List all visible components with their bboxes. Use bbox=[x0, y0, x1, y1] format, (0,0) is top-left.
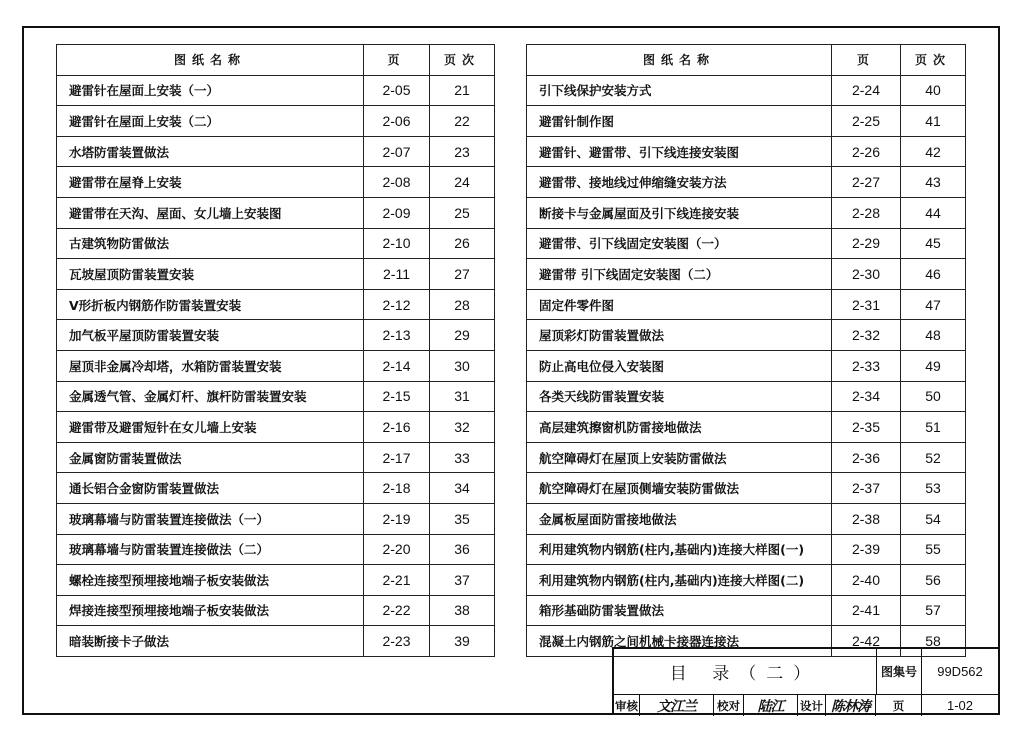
page-ref: 2-36 bbox=[832, 442, 901, 473]
page-ref: 2-20 bbox=[364, 534, 430, 565]
drawing-name: 防止高电位侵入安装图 bbox=[527, 350, 832, 381]
header-row bbox=[57, 45, 495, 76]
table-row bbox=[57, 106, 495, 137]
header-page: 页 bbox=[364, 45, 430, 76]
page-ref: 2-39 bbox=[832, 534, 901, 565]
table-row bbox=[57, 595, 495, 626]
page-ref: 2-26 bbox=[832, 136, 901, 167]
table-row bbox=[527, 595, 966, 626]
page-seq: 45 bbox=[901, 228, 966, 259]
drawing-name: 避雷带、引下线固定安装图（一） bbox=[527, 228, 832, 259]
page-seq: 49 bbox=[901, 350, 966, 381]
page-ref: 2-24 bbox=[832, 75, 901, 106]
table-row bbox=[527, 259, 966, 290]
page-seq: 36 bbox=[430, 534, 495, 565]
table-row bbox=[527, 167, 966, 198]
page-ref: 2-27 bbox=[832, 167, 901, 198]
table-row bbox=[57, 289, 495, 320]
table-row bbox=[57, 473, 495, 504]
page-ref: 2-19 bbox=[364, 503, 430, 534]
page-ref: 2-40 bbox=[832, 565, 901, 596]
page-label: 页 bbox=[876, 695, 922, 716]
page-ref: 2-05 bbox=[364, 75, 430, 106]
page-seq: 24 bbox=[430, 167, 495, 198]
table-row bbox=[527, 412, 966, 443]
header-page: 页 bbox=[832, 45, 901, 76]
drawing-name: 混凝土内钢筋之间机械卡接器连接法 bbox=[527, 626, 832, 657]
page-ref: 2-17 bbox=[364, 442, 430, 473]
table-row bbox=[527, 197, 966, 228]
table-row bbox=[527, 381, 966, 412]
drawing-name: 金属透气管、金属灯杆、旗杆防雷装置安装 bbox=[57, 381, 364, 412]
table-row bbox=[57, 534, 495, 565]
drawing-name: 金属窗防雷装置做法 bbox=[57, 442, 364, 473]
drawing-name: 避雷带在屋脊上安装 bbox=[57, 167, 364, 198]
header-row bbox=[527, 45, 966, 76]
page-seq: 25 bbox=[430, 197, 495, 228]
drawing-name: 通长铝合金窗防雷装置做法 bbox=[57, 473, 364, 504]
page-seq: 53 bbox=[901, 473, 966, 504]
page-seq: 39 bbox=[430, 626, 495, 657]
drawing-name: 避雷带在天沟、屋面、女儿墙上安装图 bbox=[57, 197, 364, 228]
table-row bbox=[527, 503, 966, 534]
drawing-name: 避雷针制作图 bbox=[527, 106, 832, 137]
table-row bbox=[57, 565, 495, 596]
page-ref: 2-21 bbox=[364, 565, 430, 596]
page-seq: 50 bbox=[901, 381, 966, 412]
page-ref: 2-32 bbox=[832, 320, 901, 351]
page-seq: 56 bbox=[901, 565, 966, 596]
table-row bbox=[57, 503, 495, 534]
page-seq: 57 bbox=[901, 595, 966, 626]
table-row bbox=[57, 412, 495, 443]
page-ref: 2-11 bbox=[364, 259, 430, 290]
page-seq: 27 bbox=[430, 259, 495, 290]
table-row bbox=[57, 197, 495, 228]
table-row bbox=[527, 473, 966, 504]
page-ref: 2-42 bbox=[832, 626, 901, 657]
page-ref: 2-14 bbox=[364, 350, 430, 381]
page-seq: 34 bbox=[430, 473, 495, 504]
table-row bbox=[57, 350, 495, 381]
page-seq: 32 bbox=[430, 412, 495, 443]
page-seq: 29 bbox=[430, 320, 495, 351]
atlas-number: 99D562 bbox=[937, 664, 983, 679]
table-row bbox=[57, 228, 495, 259]
page-ref: 2-18 bbox=[364, 473, 430, 504]
toc-table-left bbox=[56, 44, 495, 657]
page-ref: 2-25 bbox=[832, 106, 901, 137]
page-seq: 31 bbox=[430, 381, 495, 412]
page-seq: 33 bbox=[430, 442, 495, 473]
page-seq: 54 bbox=[901, 503, 966, 534]
page-ref: 2-41 bbox=[832, 595, 901, 626]
table-row bbox=[57, 442, 495, 473]
header-name: 图纸名称 bbox=[527, 45, 832, 76]
page-seq: 22 bbox=[430, 106, 495, 137]
drawing-name: 引下线保护安装方式 bbox=[527, 75, 832, 106]
table-row bbox=[57, 75, 495, 106]
page-ref: 2-22 bbox=[364, 595, 430, 626]
drawing-name: 玻璃幕墙与防雷装置连接做法（一） bbox=[57, 503, 364, 534]
drawing-name: 箱形基础防雷装置做法 bbox=[527, 595, 832, 626]
drawing-name: 暗装断接卡子做法 bbox=[57, 626, 364, 657]
design-label: 设计 bbox=[798, 695, 826, 716]
table-row bbox=[527, 289, 966, 320]
check-label: 校对 bbox=[714, 695, 744, 716]
page-ref: 2-13 bbox=[364, 320, 430, 351]
page-ref: 2-30 bbox=[832, 259, 901, 290]
table-row bbox=[57, 167, 495, 198]
page-ref: 2-33 bbox=[832, 350, 901, 381]
page-ref: 2-08 bbox=[364, 167, 430, 198]
drawing-name: 各类天线防雷装置安装 bbox=[527, 381, 832, 412]
drawing-name: 利用建筑物内钢筋(柱内,基础内)连接大样图(二) bbox=[527, 565, 832, 596]
page-ref: 2-10 bbox=[364, 228, 430, 259]
page-ref: 2-07 bbox=[364, 136, 430, 167]
page-seq: 46 bbox=[901, 259, 966, 290]
table-row bbox=[527, 320, 966, 351]
table-row bbox=[57, 136, 495, 167]
drawing-name: 固定件零件图 bbox=[527, 289, 832, 320]
page-ref: 2-16 bbox=[364, 412, 430, 443]
atlas-number-label: 图集号 bbox=[877, 649, 922, 694]
drawing-name: 避雷针在屋面上安装（一） bbox=[57, 75, 364, 106]
page-seq: 52 bbox=[901, 442, 966, 473]
toc-table-right bbox=[526, 44, 966, 657]
page-ref: 2-15 bbox=[364, 381, 430, 412]
table-row bbox=[527, 565, 966, 596]
page-ref: 2-35 bbox=[832, 412, 901, 443]
drawing-name: 航空障碍灯在屋顶上安装防雷做法 bbox=[527, 442, 832, 473]
page-seq: 30 bbox=[430, 350, 495, 381]
table-row bbox=[527, 228, 966, 259]
table-row bbox=[57, 320, 495, 351]
page-ref: 2-23 bbox=[364, 626, 430, 657]
header-name: 图纸名称 bbox=[57, 45, 364, 76]
table-row bbox=[527, 442, 966, 473]
header-seq: 页次 bbox=[901, 45, 966, 76]
drawing-name: 避雷带 引下线固定安装图（二） bbox=[527, 259, 832, 290]
page-seq: 21 bbox=[430, 75, 495, 106]
header-seq: 页次 bbox=[430, 45, 495, 76]
drawing-name: 螺栓连接型预埋接地端子板安装做法 bbox=[57, 565, 364, 596]
drawing-name: 避雷针在屋面上安装（二） bbox=[57, 106, 364, 137]
page-ref: 2-28 bbox=[832, 197, 901, 228]
table-row bbox=[527, 350, 966, 381]
drawing-name: 利用建筑物内钢筋(柱内,基础内)连接大样图(一) bbox=[527, 534, 832, 565]
page-ref: 2-31 bbox=[832, 289, 901, 320]
drawing-title: 目 录（二） bbox=[614, 649, 877, 694]
page-ref: 2-12 bbox=[364, 289, 430, 320]
page-seq: 51 bbox=[901, 412, 966, 443]
page-seq: 55 bbox=[901, 534, 966, 565]
page-ref: 2-29 bbox=[832, 228, 901, 259]
review-signature: 文江兰 bbox=[640, 695, 714, 716]
drawing-name: 屋顶彩灯防雷装置做法 bbox=[527, 320, 832, 351]
title-block bbox=[612, 647, 998, 714]
page-seq: 44 bbox=[901, 197, 966, 228]
table-row bbox=[527, 106, 966, 137]
drawing-name: 焊接连接型预埋接地端子板安装做法 bbox=[57, 595, 364, 626]
table-row bbox=[57, 259, 495, 290]
drawing-name: 瓦坡屋顶防雷装置安装 bbox=[57, 259, 364, 290]
drawing-name: 古建筑物防雷做法 bbox=[57, 228, 364, 259]
page-ref: 2-34 bbox=[832, 381, 901, 412]
table-row bbox=[527, 136, 966, 167]
page-ref: 2-37 bbox=[832, 473, 901, 504]
page-seq: 58 bbox=[901, 626, 966, 657]
drawing-name: 高层建筑擦窗机防雷接地做法 bbox=[527, 412, 832, 443]
drawing-name: 断接卡与金属屋面及引下线连接安装 bbox=[527, 197, 832, 228]
table-row bbox=[527, 75, 966, 106]
drawing-name: V形折板内钢筋作防雷装置安装 bbox=[57, 289, 364, 320]
drawing-name: 加气板平屋顶防雷装置安装 bbox=[57, 320, 364, 351]
design-signature: 陈林涛 bbox=[826, 695, 876, 716]
page-number: 1-02 bbox=[946, 698, 974, 713]
drawing-name: 避雷带及避雷短针在女儿墙上安装 bbox=[57, 412, 364, 443]
page-seq: 38 bbox=[430, 595, 495, 626]
drawing-name: 屋顶非金属冷却塔，水箱防雷装置安装 bbox=[57, 350, 364, 381]
page-seq: 48 bbox=[901, 320, 966, 351]
page-seq: 35 bbox=[430, 503, 495, 534]
page-seq: 26 bbox=[430, 228, 495, 259]
page-seq: 28 bbox=[430, 289, 495, 320]
page-seq: 23 bbox=[430, 136, 495, 167]
review-label: 审核 bbox=[614, 695, 640, 716]
check-signature: 陆江 bbox=[744, 695, 798, 716]
page-ref: 2-09 bbox=[364, 197, 430, 228]
page-seq: 47 bbox=[901, 289, 966, 320]
drawing-name: 水塔防雷装置做法 bbox=[57, 136, 364, 167]
drawing-name: 避雷带、接地线过伸缩缝安装方法 bbox=[527, 167, 832, 198]
page-ref: 2-38 bbox=[832, 503, 901, 534]
table-row bbox=[527, 534, 966, 565]
drawing-name: 航空障碍灯在屋顶侧墙安装防雷做法 bbox=[527, 473, 832, 504]
page-seq: 41 bbox=[901, 106, 966, 137]
drawing-name: 玻璃幕墙与防雷装置连接做法（二） bbox=[57, 534, 364, 565]
table-row bbox=[57, 626, 495, 657]
drawing-name: 避雷针、避雷带、引下线连接安装图 bbox=[527, 136, 832, 167]
page-seq: 40 bbox=[901, 75, 966, 106]
table-row bbox=[57, 381, 495, 412]
page-seq: 42 bbox=[901, 136, 966, 167]
drawing-name: 金属板屋面防雷接地做法 bbox=[527, 503, 832, 534]
page-ref: 2-06 bbox=[364, 106, 430, 137]
page-seq: 37 bbox=[430, 565, 495, 596]
page-seq: 43 bbox=[901, 167, 966, 198]
